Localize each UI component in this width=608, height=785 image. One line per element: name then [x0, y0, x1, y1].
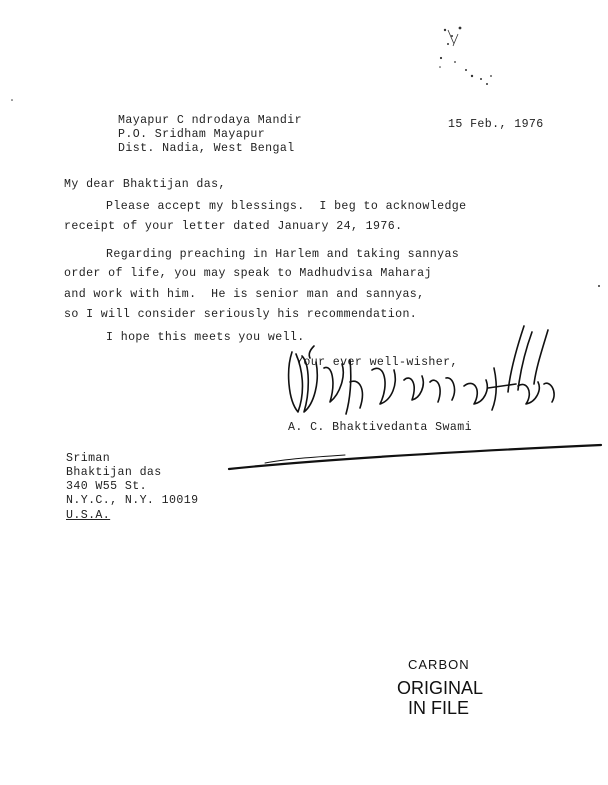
sender-address-line-3: Dist. Nadia, West Bengal — [118, 142, 295, 155]
recipient-address — [66, 451, 199, 556]
sender-address-line-1: Mayapur C ndrodaya Mandir — [118, 114, 302, 127]
paragraph-2-line-2: order of life, you may speak to Madhudvisa Maharaj — [64, 267, 432, 280]
recipient-address-line-3: 340 W55 St. — [66, 480, 147, 493]
paragraph-2-line-1: Regarding preaching in Harlem and taking sannyas — [106, 248, 460, 261]
recipient-address-line-4: N.Y.C., N.Y. 10019 — [66, 494, 199, 507]
paragraph-2-line-3: and work with him. He is senior man and sannyas, — [64, 288, 425, 301]
in-file-stamp-label: IN FILE — [408, 698, 470, 718]
paragraph-2-line-4: so I will consider seriously his recommendation. — [64, 308, 418, 321]
letter-date: 15 Feb., 1976 — [448, 118, 544, 131]
paragraph-3-line-1: I hope this meets you well. — [106, 331, 305, 344]
signature-name: A. C. Bhaktivedanta Swami — [288, 421, 472, 434]
recipient-address-line-1: Sriman — [66, 452, 111, 465]
pen-stroke-line — [225, 435, 605, 475]
carbon-stamp-label: CARBON — [408, 657, 470, 672]
closing: Your ever well-wisher, — [296, 356, 458, 369]
paragraph-1-line-2: receipt of your letter dated January 24, 1976. — [64, 220, 403, 233]
recipient-address-line-2: Bhaktijan das — [66, 466, 162, 479]
sender-address-line-2: P.O. Sridham Mayapur — [118, 128, 266, 141]
salutation: My dear Bhaktijan das, — [64, 178, 226, 191]
handwritten-signature — [280, 320, 580, 430]
original-stamp-label: ORIGINAL — [397, 678, 484, 698]
paragraph-1-line-1: Please accept my blessings. I beg to acknowledge — [106, 200, 467, 213]
recipient-address-line-5: U.S.A. — [66, 509, 111, 522]
